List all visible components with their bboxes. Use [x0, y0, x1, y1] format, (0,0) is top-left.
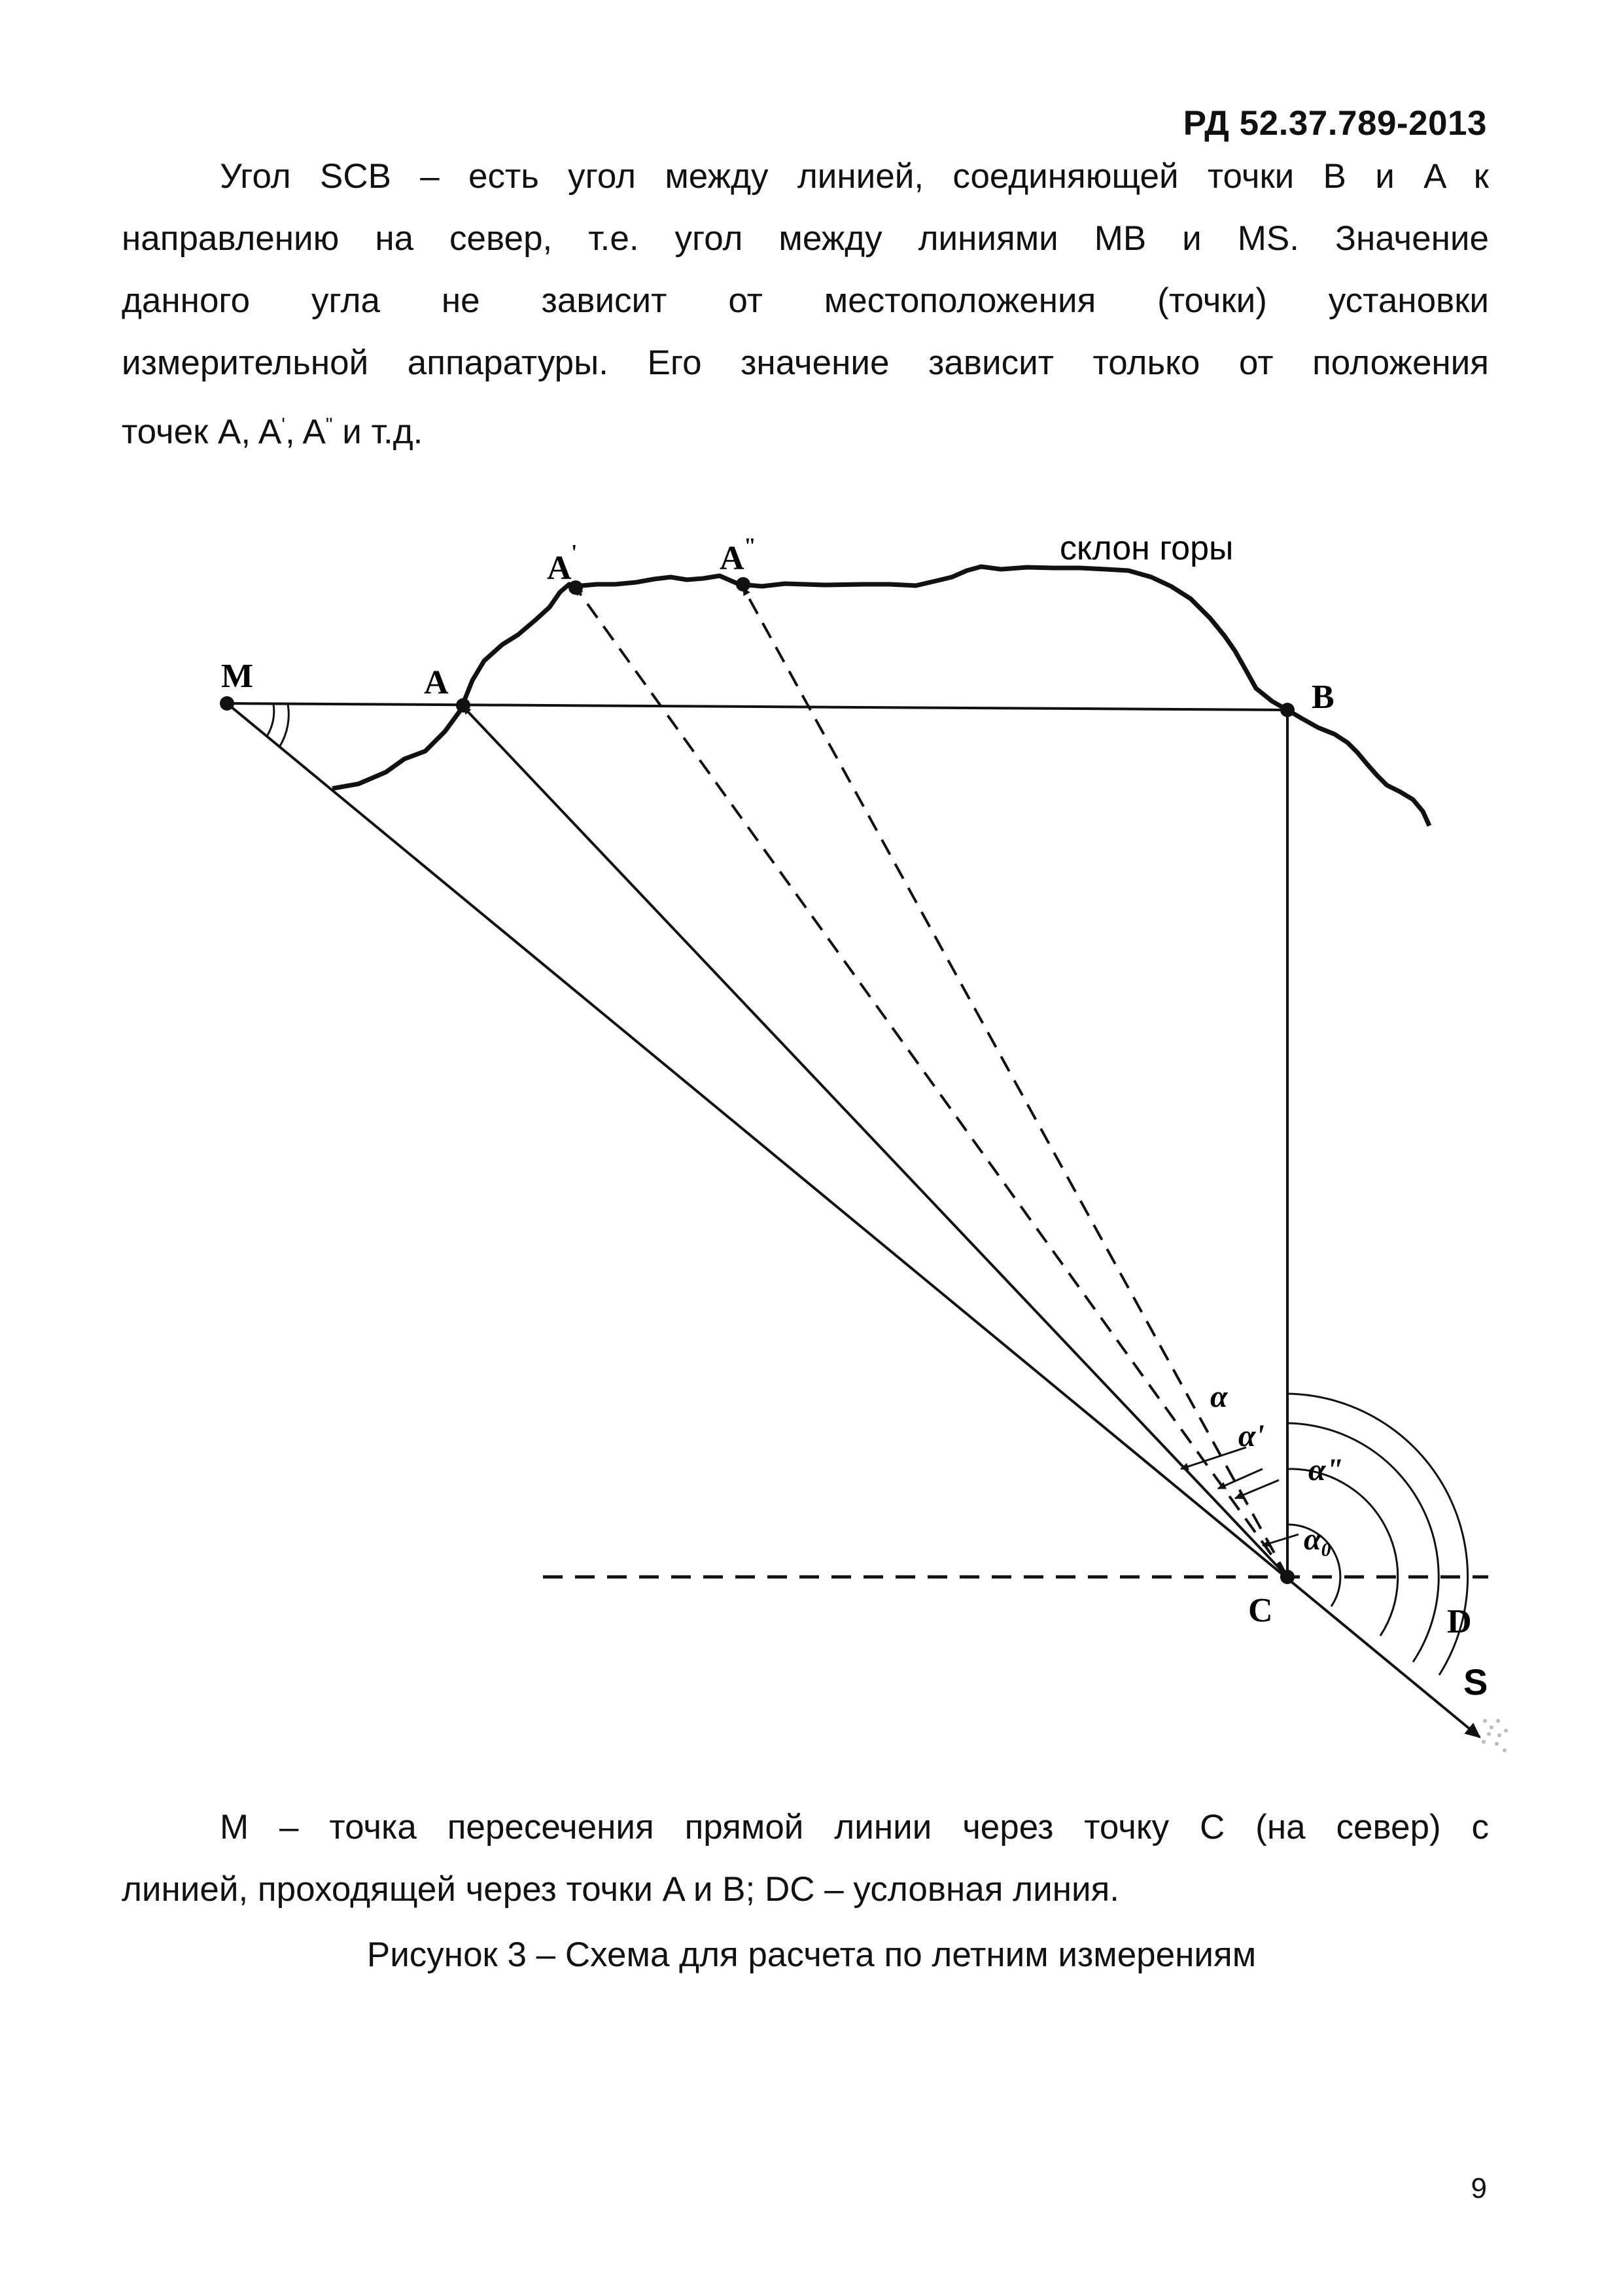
label-s: S	[1463, 1661, 1488, 1703]
line-ca	[463, 707, 1287, 1577]
label-a-double-prime: A	[720, 540, 744, 577]
label-a: A	[424, 664, 449, 701]
line-ca-double-prime	[743, 588, 1287, 1577]
angle-alpha-label: α	[1210, 1379, 1228, 1414]
angle-alpha-zero-label	[1304, 1522, 1331, 1561]
alpha-double-prime-arrow	[1235, 1480, 1279, 1498]
point-m	[220, 696, 234, 711]
label-a-double-prime-mark: "	[744, 534, 756, 558]
label-m: M	[221, 658, 254, 695]
paragraph-line: данного угла не зависит от местоположения (точки) установки	[122, 281, 1489, 320]
alpha-prime-arrow	[1218, 1469, 1263, 1489]
point-a-double-prime	[736, 577, 750, 592]
paragraph-text: и т.д.	[332, 412, 423, 451]
prime-mark: '	[281, 414, 285, 436]
angle-alpha-double-prime-label: α"	[1308, 1453, 1344, 1487]
paragraph-text: , A	[285, 412, 326, 451]
line-mb	[227, 703, 1287, 710]
alpha-arrow	[1181, 1447, 1246, 1469]
paragraph-line: направлению на север, т.е. угол между линиями MB и MS. Значение	[122, 219, 1489, 258]
angle-mark-m-outer	[280, 704, 288, 746]
paragraph-line: Угол SCB – есть угол между линией, соединяющей точки B и A к	[220, 157, 1489, 196]
figure-description	[122, 1796, 1489, 1920]
line-ca-prime	[576, 588, 1287, 1577]
caption-line: M – точка пересечения прямой линии через точку C (на север) с	[220, 1808, 1489, 1846]
point-a	[456, 698, 470, 713]
angle-alpha-prime-label: α'	[1238, 1419, 1265, 1453]
slope-label: склон горы	[1060, 529, 1234, 567]
mountain-slope-line	[332, 567, 1429, 826]
label-a-prime: A	[547, 550, 572, 587]
paragraph-line: измерительной аппаратуры. Его значение зависит только от положения	[122, 344, 1489, 382]
double-prime-mark: "	[325, 414, 333, 436]
paragraph-text: точек A, A	[122, 412, 282, 451]
document-code: РД 52.37.789-2013	[1183, 104, 1487, 143]
figure-caption-title: Рисунок 3 – Схема для расчета по летним измерениям	[366, 1935, 1257, 1974]
point-b	[1280, 703, 1295, 717]
label-b: B	[1312, 679, 1335, 716]
page-number: 9	[1471, 2172, 1487, 2204]
s-arrow-hatch	[1482, 1719, 1508, 1752]
caption-line: линией, проходящей через точки A и B; DC – условная линия.	[122, 1870, 1119, 1909]
label-a-prime-mark: '	[571, 540, 578, 565]
label-c: C	[1248, 1592, 1273, 1629]
angle-mark-m-inner	[267, 704, 274, 736]
angle-alpha-zero-symbol: α	[1304, 1522, 1321, 1557]
angle-alpha-zero-subscript: 0	[1321, 1539, 1331, 1561]
point-c	[1280, 1570, 1295, 1584]
label-d: D	[1447, 1603, 1472, 1640]
